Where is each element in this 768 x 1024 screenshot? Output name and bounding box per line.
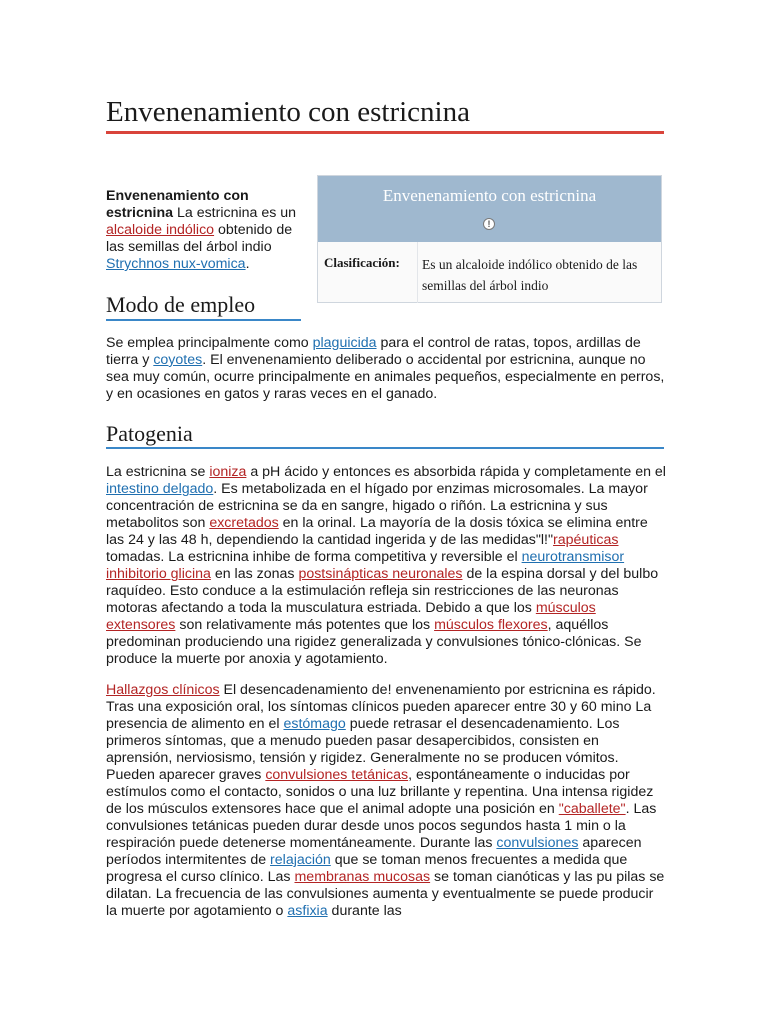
paragraph-modo-de-empleo: Se emplea principalmente como plaguicida para el control de ratas, topos, ardillas de tierra y coyotes. El envenenamiento deliberado o accidental por estricnina, aunque no sea muy común, ocurre principalmente en animales pequeños, especialmente en perros, y en ocasiones en gatos y raras veces en el ganado. bbox=[106, 335, 665, 402]
link-relajacion[interactable]: relajación bbox=[270, 852, 331, 868]
intro-bold-term: Envenenamiento con estricnina bbox=[106, 188, 249, 221]
infobox-divider bbox=[417, 242, 418, 303]
heading-modo-de-empleo: Modo de empleo bbox=[106, 292, 256, 317]
link-estomago[interactable]: estómago bbox=[283, 716, 346, 732]
link-convulsiones[interactable]: convulsiones bbox=[496, 835, 579, 851]
link-convulsiones-tetanicas[interactable]: convulsiones tetánicas bbox=[265, 767, 409, 783]
intro-text: . bbox=[245, 256, 250, 272]
infobox-title: Envenenamiento con estricnina bbox=[382, 186, 597, 205]
heading-patogenia: Patogenia bbox=[106, 421, 193, 446]
link-hallazgos-clinicos[interactable]: Hallazgos clínicos bbox=[106, 682, 220, 698]
link-membranas-mucosas[interactable]: membranas mucosas bbox=[294, 869, 431, 885]
intro-paragraph bbox=[106, 188, 306, 273]
link-plaguicida[interactable]: plaguicida bbox=[312, 335, 377, 351]
link-neurotransmisor[interactable]: neurotransmisor bbox=[521, 549, 625, 565]
infobox-value-clasificacion: Es un alcaloide indólico obtenido de las semillas del árbol indio bbox=[422, 257, 638, 293]
infobox-header bbox=[318, 176, 661, 242]
link-excretados[interactable]: excretados bbox=[209, 515, 279, 531]
paragraph-patogenia: La estricnina se ioniza a pH ácido y entonces es absorbida rápida y completamente en el intestino delgado. Es metabolizada en el hígado por enzimas microsomales. La mayor concentración de estricnina se da en sangre, higado o riñón. La estricnina y sus metabolitos son excretados en la orinal. La mayoría de la dosis tóxica se elimina entre las 24 y las 48 h, dependiendo la cantidad ingerida y de las medidas"l!"rapéuticas tomadas. La estricnina inhibe de forma competitiva y reversible el neurotransmisor inhibitorio glicina en las zonas postsinápticas neuronales de la espina dorsal y del bulbo raquídeo. Esto conduce a la estimulación refleja sin restricciones de las neuronas motoras afectando a toda la musculatura estriada. Debido a que los músculos extensores son relativamente más potentes que los músculos flexores, aquéllos predominan produciendo una rigidez generalizada y convulsiones tónico-clónicas. Se produce la muerte por anoxia y agotamiento. bbox=[106, 464, 666, 667]
link-intestino-delgado[interactable]: intestino delgado bbox=[106, 481, 214, 497]
heading-underline bbox=[106, 319, 301, 321]
info-icon[interactable]: ! bbox=[483, 218, 495, 230]
link-musculos-extensores[interactable]: músculos extensores bbox=[106, 600, 596, 633]
link-caballete[interactable]: "caballete" bbox=[558, 801, 626, 817]
paragraph-hallazgos-clinicos: Hallazgos clínicos El desencadenamiento de! envenenamiento por estricnina es rápido. Tras una exposición oral, los síntomas clínicos pueden aparecer entre 30 y 60 mino La presencia de alimento en el estómago puede retrasar el desencadenamiento. Los primeros síntomas, que a menudo pueden pasar desapercibidos, consisten en aprensión, nerviosismo, tensión y rigidez. Generalmente no se producen vómitos. Pueden aparecer graves convulsiones tetánicas, espontáneamente o inducidas por estímulos como el contacto, sonidos o una luz brillante y repentina. Una intensa rigidez de los músculos extensores hace que el animal adopte una posición en "caballete". Las convulsiones tetánicas pueden durar desde unos pocos segundos hasta 1 min o la respiración puede detenerse momentáneamente. Durante las convulsiones aparecen períodos intermitentes de relajación que se toman menos frecuentes a medida que progresa el curso clínico. Las membranas mucosas se toman cianóticas y las pu pilas se dilatan. La frecuencia de las convulsiones aumenta y eventualmente se puede producir la muerte por agotamiento o asfixia durante las bbox=[106, 682, 665, 919]
heading-underline bbox=[106, 447, 664, 449]
link-inhibitorio-glicina[interactable]: inhibitorio glicina bbox=[106, 566, 211, 582]
link-musculos-flexores[interactable]: músculos flexores bbox=[434, 617, 548, 633]
link-asfixia[interactable]: asfixia bbox=[287, 903, 328, 919]
intro-text: obtenido de las semillas del árbol indio bbox=[106, 222, 293, 255]
link-rapeuticas[interactable]: rapéuticas bbox=[553, 532, 619, 548]
link-ioniza[interactable]: ioniza bbox=[209, 464, 247, 480]
link-postsinapticas-neuronales[interactable]: postsinápticas neuronales bbox=[298, 566, 463, 582]
link-strychnos-nux-vomica[interactable]: Strychnos nux-vomica bbox=[106, 256, 246, 272]
link-alcaloide-indolico[interactable]: alcaloide indólico bbox=[106, 222, 215, 238]
infobox bbox=[317, 175, 662, 303]
page-title: Envenenamiento con estricnina bbox=[106, 96, 470, 128]
intro-text: La estricnina es un bbox=[173, 205, 297, 221]
infobox-label-clasificacion: Clasificación: bbox=[324, 255, 400, 270]
link-coyotes[interactable]: coyotes bbox=[153, 352, 203, 368]
title-underline bbox=[106, 131, 664, 134]
